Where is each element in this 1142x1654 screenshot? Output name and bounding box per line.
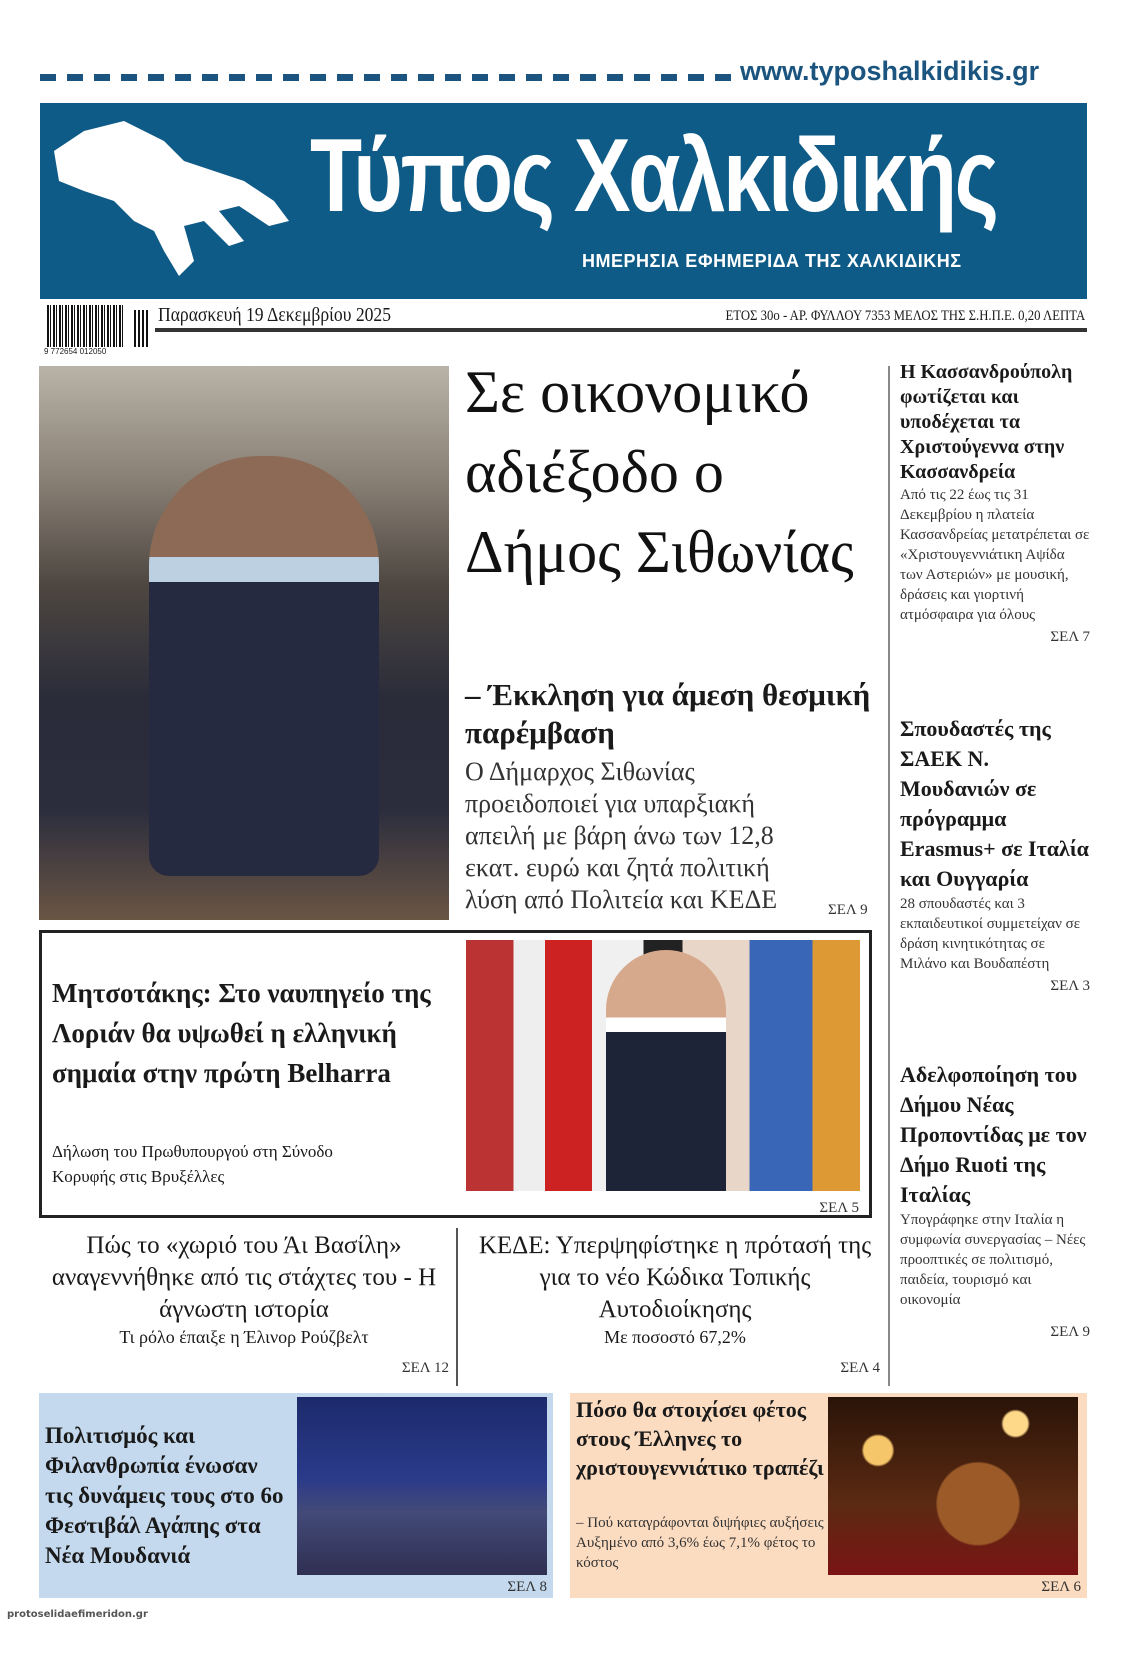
- sidebar-headline: Η Κασσανδρούπολη φωτίζεται και υποδέχεται τα Χριστούγεννα στην Κασσανδρεία: [900, 361, 1073, 483]
- masthead-dashed-rule: [40, 74, 740, 81]
- halkidiki-map-logo: [44, 111, 294, 281]
- christmas-table-photo: [828, 1397, 1078, 1575]
- lower-right-summary: Με ποσοστό 67,2%: [604, 1327, 746, 1347]
- sidebar-headline: Αδελφοποίηση του Δήμου Νέας Προποντίδας με τον Δήμο Ruoti της Ιταλίας: [900, 1062, 1087, 1207]
- bottom-peach-headline: Πόσο θα στοιχίσει φέτος στους Έλληνες το χριστουγεννιάτικο τραπέζι: [576, 1397, 824, 1480]
- sidebar-summary: Υπογράφηκε στην Ιταλία η συμφωνία συνεργασίας – Νέες προοπτικές σε πολιτισμό, παιδεία, τουρισμό και οικονομία: [900, 1212, 1086, 1308]
- sidebar-story[interactable]: [900, 360, 1090, 647]
- lower-right-headline: ΚΕΔΕ: Υπερψηφίστηκε η πρότασή της για το νέο Κώδικα Τοπικής Αυτοδιοίκησης: [478, 1232, 872, 1323]
- choir-photo: [297, 1397, 547, 1575]
- newspaper-subtitle: ΗΜΕΡΗΣΙΑ ΕΦΗΜΕΡΙΔΑ ΤΗΣ ΧΑΛΚΙΔΙΚΗΣ: [582, 251, 962, 271]
- sidebar-story[interactable]: [900, 714, 1090, 996]
- barcode: [47, 305, 123, 347]
- sidebar-page-ref: ΣΕΛ 9: [1050, 1324, 1090, 1340]
- sidebar-summary: Από τις 22 έως τις 31 Δεκεμβρίου η πλατεία Κασσανδρείας μετατρέπεται σε «Χριστουγεννιάτικη Αψίδα των Αστεριών» με μουσική, δράσεις και γιορτινή ατμόσφαιρα για όλους: [900, 487, 1090, 623]
- sidebar-page-ref: ΣΕΛ 7: [1050, 629, 1090, 645]
- bottom-blue-headline: Πολιτισμός και Φιλανθρωπία ένωσαν τις δυνάμεις τους στο 6ο Φεστιβάλ Αγάπης στα Νέα Μουδανιά: [45, 1423, 284, 1568]
- main-lead: Ο Δήμαρχος Σιθωνίας προειδοποιεί για υπαρξιακή απειλή με βάρη άνω των 12,8 εκατ. ευρώ και ζητά πολιτική λύση από Πολιτεία και ΚΕΔΕ: [465, 757, 778, 914]
- bottom-blue-page-ref: ΣΕΛ 8: [507, 1579, 547, 1595]
- lower-left-summary: Τι ρόλο έπαιξε η Έλινορ Ρούζβελτ: [119, 1327, 369, 1347]
- lower-right-story[interactable]: [470, 1230, 880, 1384]
- box-summary: Δήλωση του Πρωθυπουργού στη Σύνοδο Κορυφής στις Βρυξέλλες: [52, 1142, 333, 1186]
- website-link[interactable]: www.typoshalkidikis.gr: [740, 56, 1040, 86]
- lower-right-page-ref: ΣΕΛ 4: [840, 1360, 880, 1376]
- issue-info: ΕΤΟΣ 30ο - ΑΡ. ΦΥΛΛΟΥ 7353 ΜΕΛΟΣ ΤΗΣ Σ.Η.Π.Ε. 0,20 ΛΕΠΤΑ: [725, 308, 1085, 324]
- sidebar-page-ref: ΣΕΛ 3: [1050, 978, 1090, 994]
- date-rule: [155, 328, 1087, 332]
- bottom-peach-summary: [576, 1513, 826, 1573]
- barcode-addon: [134, 310, 150, 347]
- lower-left-headline: Πώς το «χωριό του Άι Βασίλη» αναγεννήθηκε από τις στάχτες του - Η άγνωστη ιστορία: [51, 1232, 437, 1323]
- main-page-ref: ΣΕΛ 9: [828, 902, 868, 918]
- box-page-ref: ΣΕΛ 5: [819, 1200, 859, 1216]
- masthead-banner: [40, 103, 1087, 299]
- sidebar-story[interactable]: [900, 1060, 1090, 1342]
- main-headline[interactable]: Σε οικονομικό αδιέξοδο ο Δήμος Σιθωνίας: [465, 359, 854, 585]
- summary-line-2: Αυξημένο από 3,6% έως 7,1% φέτος το κόστος: [576, 1535, 816, 1571]
- column-divider: [888, 366, 890, 1386]
- main-story-photo[interactable]: [39, 366, 449, 920]
- featured-box-story[interactable]: [39, 930, 872, 1218]
- mayor-figure: [149, 456, 379, 876]
- watermark: protoselidaefimeridon.gr: [4, 1608, 151, 1621]
- newspaper-title: Τύπος Χαλκιδικής: [310, 118, 997, 234]
- box-headline: Μητσοτάκης: Στο ναυπηγείο της Λοριάν θα υψωθεί η ελληνική σημαία στην πρώτη Belharra: [52, 978, 431, 1088]
- bottom-peach-story[interactable]: [570, 1393, 1087, 1598]
- lower-left-page-ref: ΣΕΛ 12: [401, 1360, 449, 1376]
- barcode-number: 9 772654 012050: [44, 347, 107, 356]
- sidebar-headline: Σπουδαστές της ΣΑΕΚ Ν. Μουδανιών σε πρόγραμμα Erasmus+ σε Ιταλία και Ουγγαρία: [900, 716, 1089, 891]
- lower-divider: [456, 1228, 458, 1386]
- main-deck: – Έκκληση για άμεση θεσμική παρέμβαση: [465, 677, 871, 750]
- lower-left-story[interactable]: [39, 1230, 449, 1384]
- pm-figure: [606, 950, 726, 1191]
- sidebar-summary: 28 σπουδαστές και 3 εκπαιδευτικοί συμμετείχαν σε δράση κινητικότητας σε Μιλάνο και Βουδαπέστη: [900, 896, 1081, 972]
- issue-date: Παρασκευή 19 Δεκεμβρίου 2025: [158, 304, 392, 326]
- pm-photo: [466, 940, 860, 1191]
- bottom-peach-page-ref: ΣΕΛ 6: [1041, 1579, 1081, 1595]
- summary-line-1: – Πού καταγράφονται διψήφιες αυξήσεις: [576, 1515, 824, 1531]
- bottom-blue-story[interactable]: [39, 1393, 553, 1598]
